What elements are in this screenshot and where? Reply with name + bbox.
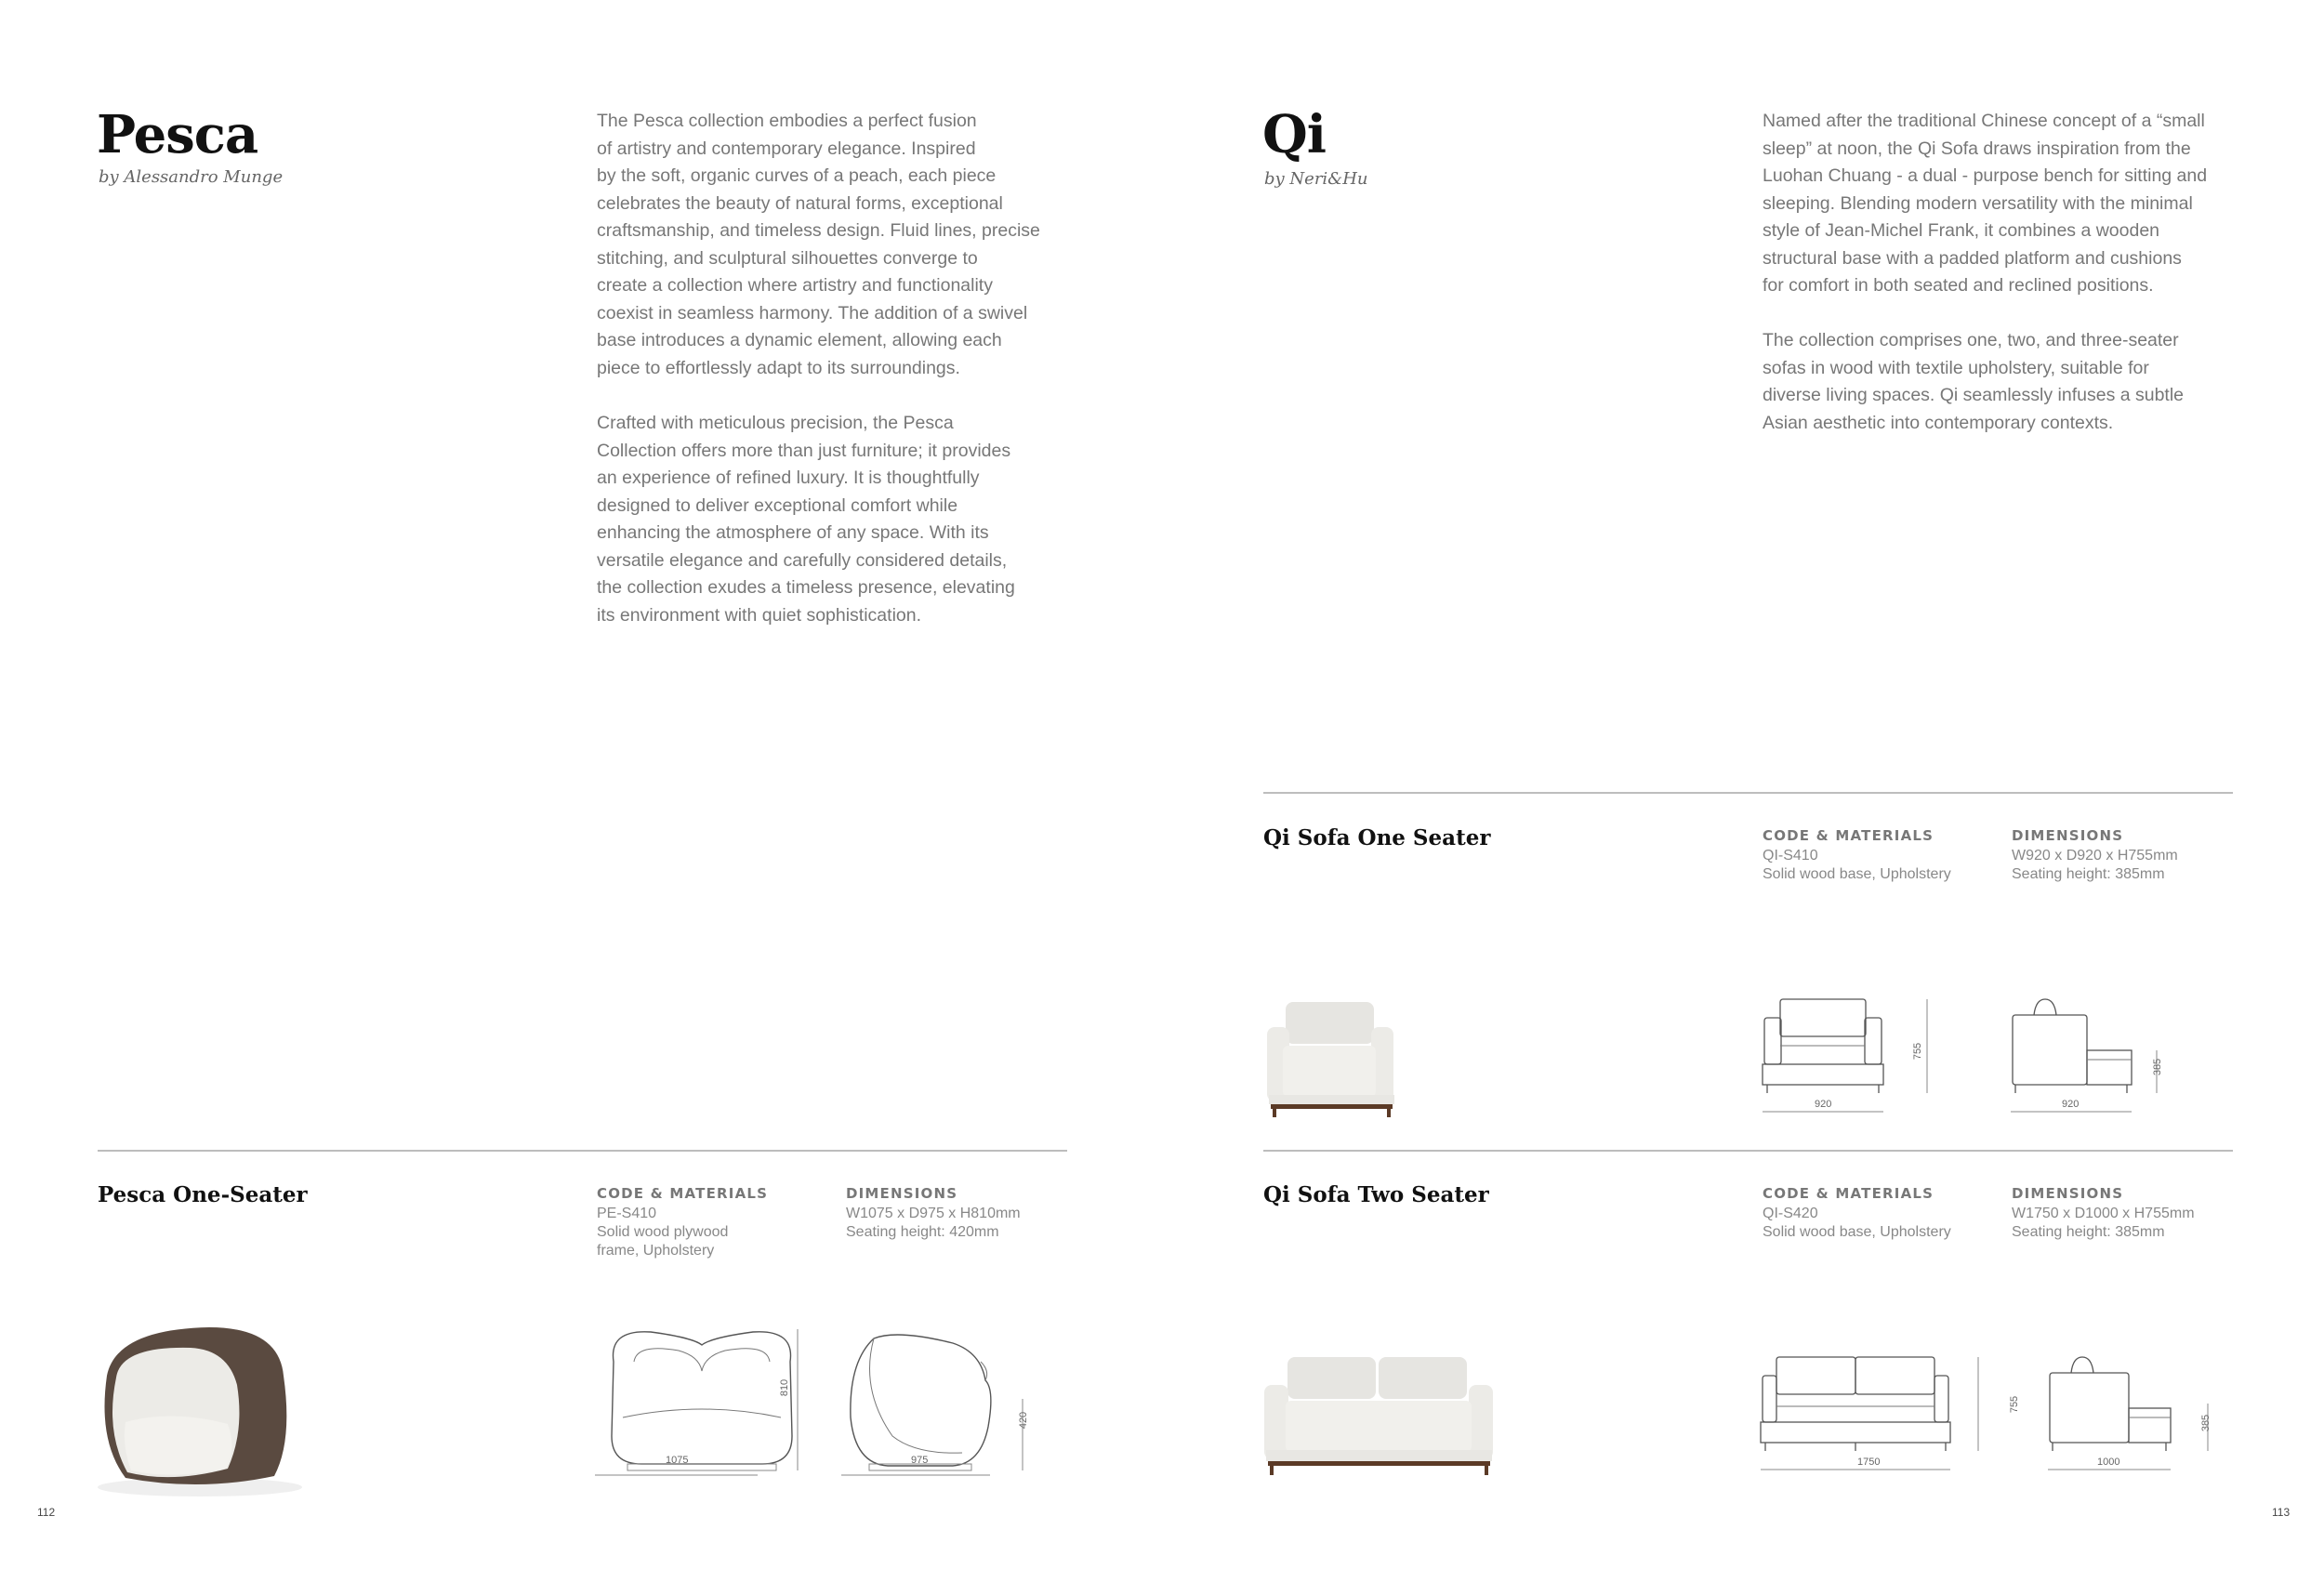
qi-one-side-seat-label: 385 bbox=[2152, 1058, 2164, 1076]
pesca-code: PE-S410 bbox=[597, 1206, 657, 1221]
pesca-front-width-label: 1075 bbox=[666, 1455, 689, 1466]
qi-two-dimensions-heading: DIMENSIONS bbox=[2012, 1185, 2124, 1202]
qi-one-dimensions: W920 x D920 x H755mm bbox=[2012, 848, 2178, 864]
qi-two-seater-name: Qi Sofa Two Seater bbox=[1263, 1182, 1489, 1207]
qi-two-code-heading: CODE & MATERIALS bbox=[1763, 1185, 1934, 1202]
pesca-description-1: The Pesca collection embodies a perfect fusion of artistry and contemporary elegance. Inspired by the soft, organic curves of a peach, each piece celebrates the beauty of natural forms, exceptional craftsmanship, and timeless design. Fluid lines, precise stitching, and sculptural silhouettes converge to create a collection where artistry and functionality coexist in seamless harmony. The addition of a swivel base introduces a dynamic element, allowing each piece to effortlessly adapt to its surroundings. bbox=[597, 111, 1040, 378]
pesca-front-drawing bbox=[595, 1325, 818, 1478]
pesca-code-heading: CODE & MATERIALS bbox=[597, 1185, 769, 1202]
qi-one-code: QI-S410 bbox=[1763, 848, 1818, 864]
pesca-front-height-label: 810 bbox=[779, 1378, 791, 1397]
pesca-seating-height: Seating height: 420mm bbox=[846, 1224, 999, 1240]
qi-two-front-width-label: 1750 bbox=[1857, 1457, 1881, 1468]
pesca-divider bbox=[98, 1150, 1067, 1152]
qi-two-front-drawing bbox=[1760, 1352, 2039, 1473]
qi-one-side-depth-label: 920 bbox=[2062, 1099, 2080, 1110]
qi-two-seating-height: Seating height: 385mm bbox=[2012, 1224, 2165, 1240]
pesca-description-2: Crafted with meticulous precision, the Pesca Collection offers more than just furniture; it provides an experience of refined luxury. It is thoughtfully designed to deliver exceptional comfort while enhancing the atmosphere of any space. With its versatile elegance and carefully considered details, the collection exudes a timeless presence, elevating its environment with quiet sophistication. bbox=[597, 413, 1015, 626]
qi-title: Qi bbox=[1262, 104, 1327, 165]
pesca-dimensions: W1075 x D975 x H810mm bbox=[846, 1206, 1021, 1221]
qi-one-seater-photo bbox=[1260, 995, 1404, 1120]
qi-two-code: QI-S420 bbox=[1763, 1206, 1818, 1221]
qi-one-seating-height: Seating height: 385mm bbox=[2012, 866, 2165, 882]
qi-one-code-heading: CODE & MATERIALS bbox=[1763, 827, 1934, 844]
pesca-materials: Solid wood plywood frame, Upholstery bbox=[597, 1224, 729, 1259]
qi-two-seater-photo bbox=[1260, 1352, 1501, 1478]
qi-designer: by Neri&Hu bbox=[1264, 169, 1368, 189]
qi-two-materials: Solid wood base, Upholstery bbox=[1763, 1224, 1951, 1240]
qi-one-seater-divider bbox=[1263, 792, 2233, 794]
qi-description-2: The collection comprises one, two, and three-seater sofas in wood with textile upholstery, suitable for diverse living spaces. Qi seamlessly infuses a subtle Asian aesthetic into contemporary contexts. bbox=[1763, 330, 2185, 433]
qi-one-dimensions-heading: DIMENSIONS bbox=[2012, 827, 2124, 844]
pesca-dimensions-heading: DIMENSIONS bbox=[846, 1185, 958, 1202]
qi-two-side-depth-label: 1000 bbox=[2097, 1457, 2120, 1468]
qi-one-side-drawing bbox=[2008, 995, 2194, 1115]
page-number-right: 113 bbox=[2272, 1506, 2291, 1519]
pesca-one-seater-name: Pesca One-Seater bbox=[98, 1182, 308, 1207]
pesca-side-drawing bbox=[841, 1325, 1046, 1478]
qi-one-materials: Solid wood base, Upholstery bbox=[1763, 866, 1951, 882]
qi-one-front-height-label: 755 bbox=[1912, 1042, 1924, 1061]
qi-one-seater-name: Qi Sofa One Seater bbox=[1263, 825, 1491, 850]
qi-two-front-height-label: 755 bbox=[2009, 1395, 2021, 1414]
qi-two-side-drawing bbox=[2045, 1352, 2231, 1473]
qi-two-dimensions: W1750 x D1000 x H755mm bbox=[2012, 1206, 2195, 1221]
qi-one-front-width-label: 920 bbox=[1815, 1099, 1832, 1110]
qi-two-seater-divider bbox=[1263, 1150, 2233, 1152]
qi-two-side-seat-label: 385 bbox=[2200, 1414, 2212, 1432]
pesca-designer: by Alessandro Munge bbox=[99, 167, 284, 187]
pesca-side-seat-label: 420 bbox=[1018, 1411, 1030, 1430]
pesca-side-depth-label: 975 bbox=[911, 1455, 929, 1466]
pesca-chair-photo bbox=[88, 1320, 311, 1496]
page-number-left: 112 bbox=[37, 1506, 56, 1519]
pesca-title: Pesca bbox=[97, 104, 258, 165]
qi-description-1: Named after the traditional Chinese concept of a “small sleep” at noon, the Qi Sofa draws inspiration from the Luohan Chuang - a dual - purpose bench for sitting and sleeping. Blending modern versatility with the minimal style of Jean-Michel Frank, it combines a wooden structural base with a padded platform and cushions for comfort in both seated and reclined positions. bbox=[1763, 111, 2208, 296]
